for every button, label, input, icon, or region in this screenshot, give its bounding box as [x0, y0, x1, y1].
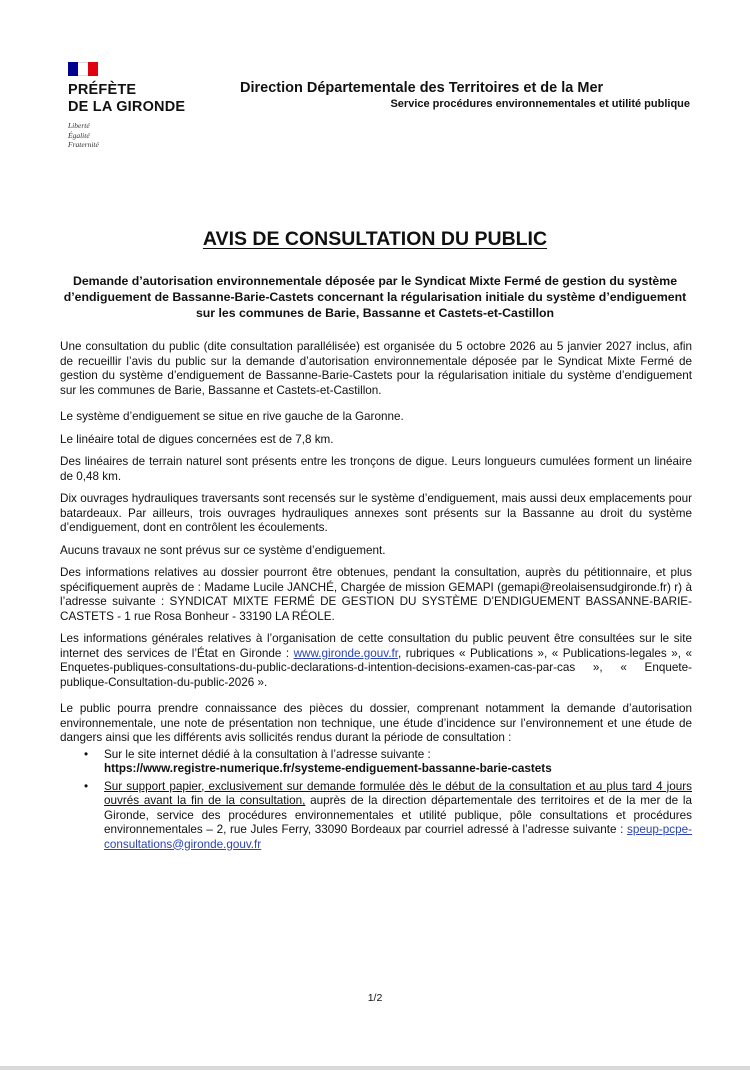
republic-motto: Liberté Égalité Fraternité	[68, 121, 99, 149]
page-title: AVIS DE CONSULTATION DU PUBLIC	[202, 228, 548, 250]
paragraph-general-info: Les informations générales relatives à l’organisation de cette consultation du public peuvent être consultées sur le site internet des services de l’État en Gironde : www.gironde.gouv.fr, rubriques « Publications », « Publications-legales », « Enquetes-publiques-consultations-du-public-declarations-d-intention-decisions-examen-cas-par-cas », « Enquete-publique-Consultation-du-public-2026 ».	[60, 632, 692, 689]
paragraph-dike-length: Le linéaire total de digues concernées est de 7,8 km.	[60, 432, 334, 446]
prefecture-logo	[68, 62, 218, 150]
list-item-website: • Sur le site internet dédié à la consultation à l’adresse suivante : https://www.registre-numerique.fr/systeme-endiguement-bassanne-barie-castets	[84, 747, 552, 775]
paragraph-no-works: Aucuns travaux ne sont prévus sur ce système d’endiguement.	[60, 543, 386, 557]
page-number: 1/2	[367, 992, 383, 1004]
access-methods-list	[60, 748, 692, 853]
french-flag-icon	[68, 62, 98, 76]
page-bottom-edge	[0, 1066, 750, 1070]
paragraph-hydraulic-works: Dix ouvrages hydrauliques traversants sont recensés sur le système d’endiguement, mais aussi deux emplacements pour batardeaux. Par ailleurs, trois ouvrages hydrauliques annexes sont présents sur la Bassanne au droit du système d’endiguement, dont en contrôlent les écoulements.	[60, 492, 692, 534]
prefecture-name-line1: PRÉFÈTE	[68, 82, 137, 98]
paper-request-condition: Sur support papier, exclusivement sur demande formulée dès le début de la consultation et au plus tard 4 jours ouvrés avant la fin de la consultation,	[104, 779, 692, 807]
gironde-website-link[interactable]: www.gironde.gouv.fr	[293, 646, 398, 660]
prefecture-name-line2: DE LA GIRONDE	[68, 99, 186, 115]
document-subtitle: Demande d’autorisation environnementale déposée par le Syndicat Mixte Fermé de gestion du système d’endiguement de Bassanne-Barie-Castets concernant la régularisation initiale du système d’endiguement sur les communes de Barie, Bassanne et Castets-et-Castillon	[63, 274, 687, 320]
paragraph-natural-terrain: Des linéaires de terrain naturel sont présents entre les tronçons de digue. Leurs longueurs cumulées forment un linéaire de 0,48 km.	[60, 455, 692, 483]
list-item-paper: • Sur support papier, exclusivement sur demande formulée dès le début de la consultation et au plus tard 4 jours ouvrés avant la fin de la consultation, auprès de la direction départementale des territoires et de la mer de la Gironde, service des procédures environnementales et utilité publique, pôle consultations et procédures environnementales – 2, rue Jules Ferry, 33090 Bordeaux par courriel adressé à l’adresse suivante : speup-pcpe-consultations@gironde.gouv.fr	[84, 779, 692, 851]
consultation-email-link[interactable]: speup-pcpe-consultations@gironde.gouv.fr	[104, 823, 692, 851]
registry-url[interactable]: https://www.registre-numerique.fr/systeme-endiguement-bassanne-barie-castets	[104, 762, 552, 775]
header-title: Direction Départementale des Territoires et de la Mer	[240, 80, 604, 96]
bullet-icon: •	[84, 747, 89, 761]
paragraph-dossier-access: Le public pourra prendre connaissance des pièces du dossier, comprenant notamment la demande d’autorisation environnementale, une note de présentation non technique, une étude d’incidence sur l’environnement et une étude de dangers ainsi que les différents avis sollicités rendus durant la période de consultation :	[60, 702, 692, 744]
paragraph-location: Le système d’endiguement se situe en rive gauche de la Garonne.	[60, 410, 404, 423]
header-subtitle: Service procédures environnementales et utilité publique	[390, 98, 690, 110]
paragraph-consultation-dates: Une consultation du public (dite consultation parallélisée) est organisée du 5 octobre 2026 au 5 janvier 2027 inclus, afin de recueillir l’avis du public sur la demande d’autorisation environnementale déposée par le Syndicat Mixte Fermé de gestion du système d’endiguement de Bassanne-Barie-Castets pour la régularisation initiale du système d’endiguement sur les communes de Barie, Bassanne et Castets-et-Castillon.	[60, 340, 692, 397]
bullet-icon: •	[84, 779, 89, 793]
body-text	[60, 340, 692, 855]
paragraph-contact: Des informations relatives au dossier pourront être obtenues, pendant la consultation, auprès du pétitionnaire, et plus spécifiquement auprès de : Madame Lucile JANCHÉ, Chargée de mission GEMAPI (gemapi@reolaisensudgironde.fr) r) à l’adresse suivante : SYNDICAT MIXTE FERMÉ DE GESTION DU SYSTÈME D’ENDIGUEMENT BASSANNE-BARIE-CASTETS - 1 rue Rosa Bonheur - 33190 LA RÉOLE.	[60, 566, 692, 623]
